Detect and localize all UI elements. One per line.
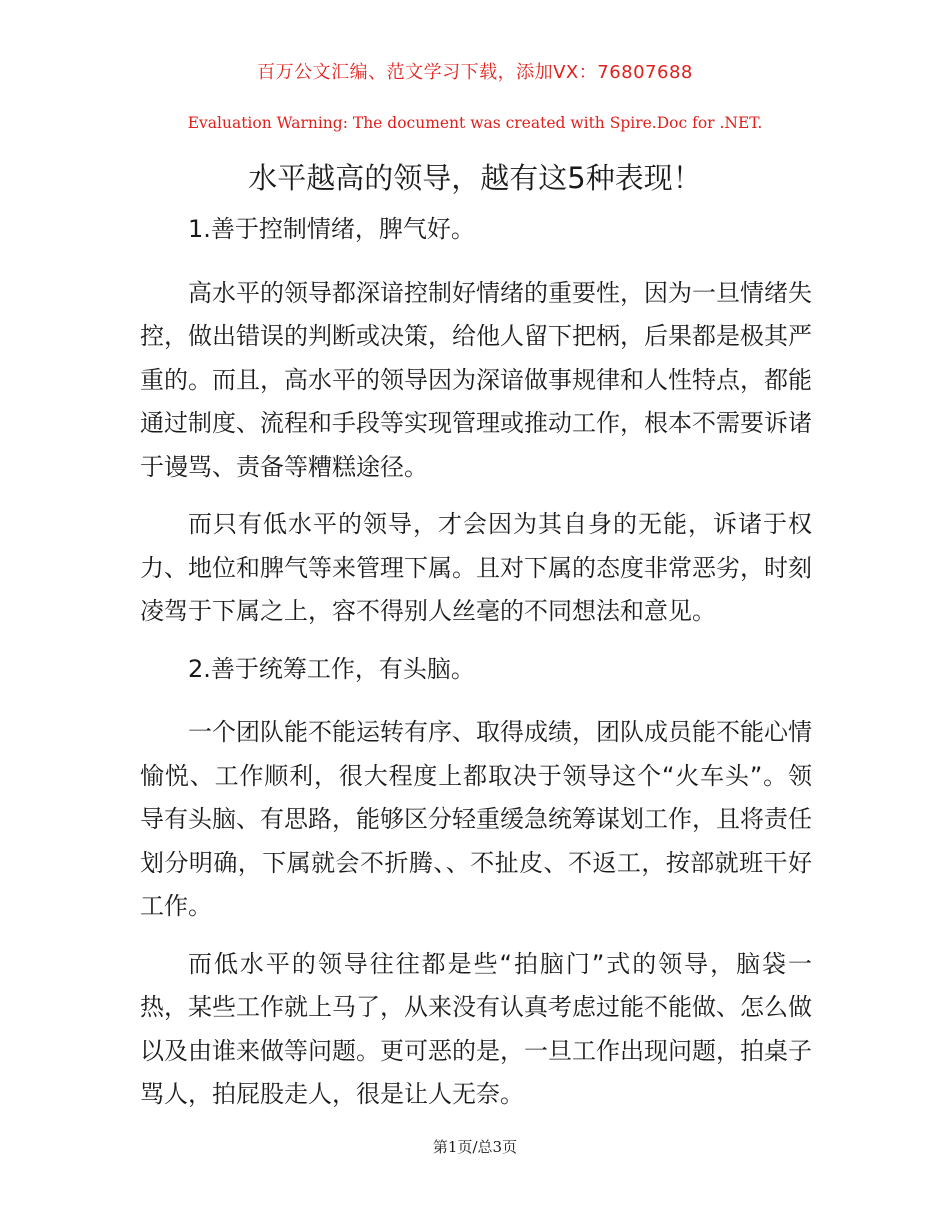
paragraph: 高水平的领导都深谙控制好情绪的重要性，因为一旦情绪失控，做出错误的判断或决策，给他人留下把柄，后果都是极其严重的。而且，高水平的领导因为深谙做事规律和人性特点，都能通过制度、流程和手段等实现管理或推动工作，根本不需要诉诸于谩骂、责备等糟糕途径。 — [140, 278, 812, 481]
document-body — [140, 208, 812, 1131]
paragraph: 而低水平的领导往往都是些“拍脑门”式的领导，脑袋一热，某些工作就上马了，从来没有认真考虑过能不能做、怎么做以及由谁来做等问题。更可恶的是，一旦工作出现问题，拍桌子骂人，拍屁股走人，很是让人无奈。 — [140, 949, 812, 1108]
paragraph: 一个团队能不能运转有序、取得成绩，团队成员能不能心情愉悦、工作顺利，很大程度上都取决于领导这个“火车头”。领导有头脑、有思路，能够区分轻重缓急统筹谋划工作，且将责任划分明确，下属就会不折腾、、不扯皮、不返工，按部就班干好工作。 — [140, 718, 812, 920]
promo-header: 百万公文汇编、范文学习下载，添加VX：76807688 — [257, 62, 693, 83]
document-title: 水平越高的领导，越有这5种表现！ — [248, 161, 702, 195]
section-heading-2: 2.善于统筹工作，有头脑。 — [188, 654, 475, 683]
section-heading-1: 1.善于控制情绪，脾气好。 — [188, 215, 475, 243]
paragraph: 而只有低水平的领导，才会因为其自身的无能，诉诸于权力、地位和脾气等来管理下属。且对下属的态度非常恶劣，时刻凌驾于下属之上，容不得别人丝毫的不同想法和意见。 — [140, 510, 812, 625]
evaluation-warning: Evaluation Warning: The document was created with Spire.Doc for .NET. — [187, 114, 763, 132]
page-number-footer: 第1页/总3页 — [432, 1138, 518, 1156]
